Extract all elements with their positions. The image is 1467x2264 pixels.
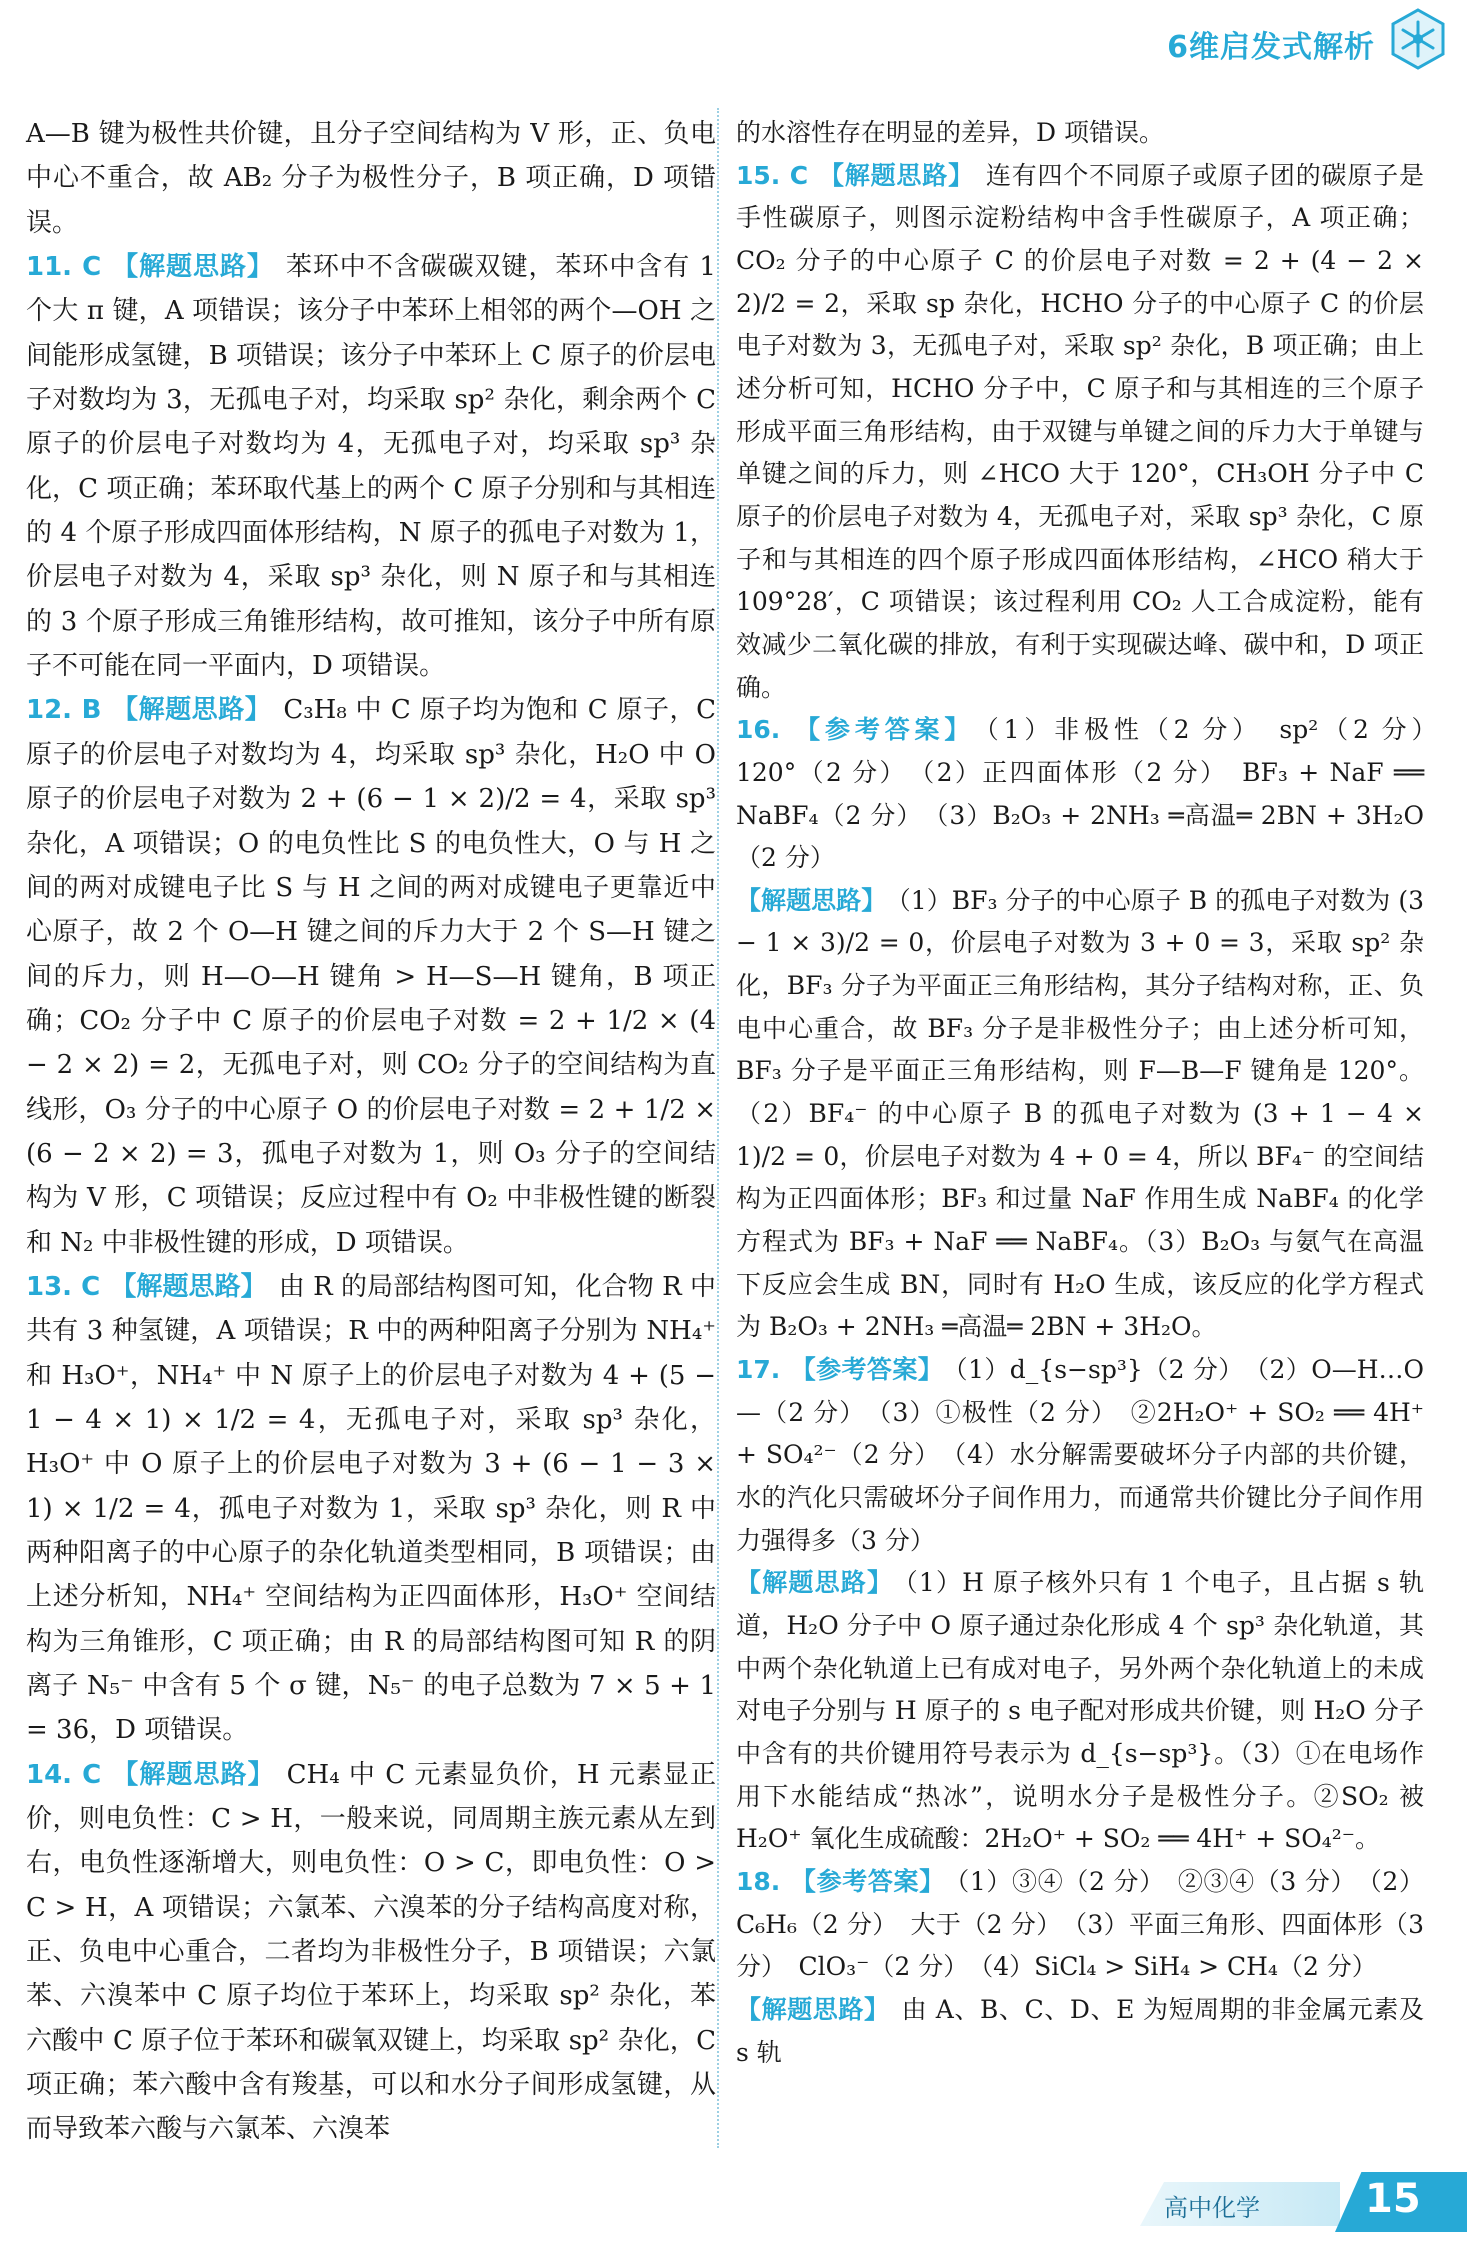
paragraph-text: 苯环中不含碳碳双键，苯环中含有 1 个大 π 键，A 项错误；该分子中苯环上相邻的两个—OH 之间能形成氢键，B 项错误；该分子中苯环上 C 原子的价层电子对数均为 3，无孤电子对，均采取 sp² 杂化，剩余两个 C 原子的价层电子对数均为 4，无孤电子对，均采取 sp³ 杂化，C 项正确；苯环取代基上的两个 C 原子分别和与其相连的 4 个原子形成四面体形结构，N 原子的孤电子对数为 1，价层电子对数为 4，采取 sp³ 杂化，则 N 原子和与其相连的 3 个原子形成三角锥形结构，故可推知，该分子中所有原子不可能在同一平面内，D 项错误。 (26, 252, 716, 682)
question-number: 17. (736, 1355, 781, 1385)
paragraph-text: （1）非极性（2 分） sp²（2 分） 120°（2 分） （2）正四面体形（2 分） BF₃ + NaF ══ NaBF₄（2 分） （3）B₂O₃ + 2NH₃ ═高温═ 2BN + 3H₂O（2 分） (736, 715, 1450, 873)
paragraph-text: 的水溶性存在明显的差异，D 项错误。 (736, 118, 1164, 147)
answer-paragraph (736, 1349, 1424, 1562)
answer-paragraph (26, 245, 716, 688)
section-tag: 【解题思路】 (736, 1568, 894, 1598)
snowflake-logo-icon (1387, 8, 1449, 70)
answer-paragraph (26, 1265, 716, 1753)
column-divider (717, 108, 719, 2148)
answer-paragraph (736, 709, 1450, 880)
answer-paragraph (736, 155, 1424, 710)
page-header (0, 0, 1467, 92)
paragraph-text: 连有四个不同原子或原子团的碳原子是手性碳原子，则图示淀粉结构中含手性碳原子，A 项正确；CO₂ 分子的中心原子 C 的价层电子对数 = 2 + (4 − 2 × 2)/2 = 2，采取 sp 杂化，HCHO 分子的中心原子 C 的价层电子对数为 3，无孤电子对，采取 sp² 杂化，B 项正确；由上述分析可知，HCHO 分子中，C 原子和与其相连的三个原子形成平面三角形结构，由于双键与单键之间的斥力大于单键与单键之间的斥力，则 ∠HCO 大于 120°，CH₃OH 分子中 C 原子的价层电子对数为 4，无孤电子对，采取 sp³ 杂化，C 原子和与其相连的四个原子形成四面体形结构，∠HCO 稍大于 109°28′，C 项错误；该过程利用 CO₂ 人工合成淀粉，能有效减少二氧化碳的排放，有利于实现碳达峰、碳中和，D 项正确。 (736, 160, 1424, 702)
paragraph-text: （1）BF₃ 分子的中心原子 B 的孤电子对数为 (3 − 1 × 3)/2 = 0，价层电子对数为 3 + 0 = 3，采取 sp² 杂化，BF₃ 分子为平面正三角形结构，其分子结构对称，正、负电中心重合，故 BF₃ 分子是非极性分子；由上述分析可知，BF₃ 分子是平面正三角形结构，则 F—B—F 键角是 120°。（2）BF₄⁻ 的中心原子 B 的孤电子对数为 (3 + 1 − 4 × 1)/2 = 0，价层电子对数为 4 + 0 = 4，所以 BF₄⁻ 的空间结构为正四面体形；BF₃ 和过量 NaF 作用生成 NaBF₄ 的化学方程式为 BF₃ + NaF ══ NaBF₄。（3）B₂O₃ 与氨气在高温下反应会生成 BN，同时有 H₂O 生成，该反应的化学方程式为 B₂O₃ + 2NH₃ ═高温═ 2BN + 3H₂O。 (736, 885, 1424, 1342)
section-tag: 【解题思路】 (111, 1759, 275, 1790)
answer-paragraph (26, 112, 716, 245)
paragraph-text: （1）③④（2 分） ②③④（3 分） （2）C₆H₆（2 分） 大于（2 分） （3）平面三角形、四面体形（3 分） ClO₃⁻（2 分） （4）SiCl₄ > SiH₄ > CH₄（2 分） (736, 1866, 1424, 1982)
section-tag: 【解题思路】 (818, 160, 974, 190)
section-tag: 【解题思路】 (736, 1994, 890, 2024)
question-number: 18. (736, 1866, 781, 1896)
question-number: 11. C (26, 252, 102, 283)
question-number: 13. C (26, 1271, 101, 1302)
section-tag: 【解题思路】 (736, 885, 887, 915)
left-column (26, 112, 716, 2152)
answer-paragraph (736, 1989, 1424, 2074)
page-footer (1140, 2172, 1467, 2232)
answer-paragraph (26, 1753, 716, 2152)
section-tag: 【参考答案】 (790, 1355, 944, 1385)
header-title: 6维启发式解析 (1167, 30, 1375, 65)
paragraph-text: CH₄ 中 C 元素显负价，H 元素显正价，则电负性：C > H，一般来说，同周期主族元素从左到右，电负性逐渐增大，则电负性：O > C，即电负性：O > C > H，A 项错误；六氯苯、六溴苯的分子结构高度对称，正、负电中心重合，二者均为非极性分子，B 项错误；六氯苯、六溴苯中 C 原子均位于苯环上，均采取 sp² 杂化，苯六酸中 C 原子位于苯环和碳氧双键上，均采取 sp² 杂化，C 项正确；苯六酸中含有羧基，可以和水分子间形成氢键，从而导致苯六酸与六氯苯、六溴苯 (26, 1759, 716, 2145)
section-tag: 【解题思路】 (110, 1271, 267, 1302)
question-number: 14. C (26, 1759, 102, 1790)
section-tag: 【解题思路】 (111, 252, 274, 283)
answer-paragraph (26, 688, 716, 1264)
right-column (736, 112, 1450, 2074)
answer-paragraph (736, 1861, 1424, 1989)
paragraph-text: 由 R 的局部结构图可知，化合物 R 中共有 3 种氢键，A 项错误；R 中的两种阳离子分别为 NH₄⁺ 和 H₃O⁺，NH₄⁺ 中 N 原子上的价层电子对数为 4 + (5 − 1 − 4 × 1) × 1/2 = 4，无孤电子对，采取 sp³ 杂化，H₃O⁺ 中 O 原子上的价层电子对数为 3 + (6 − 1 − 3 × 1) × 1/2 = 4，孤电子对数为 1，采取 sp³ 杂化，则 R 中两种阳离子的中心原子的杂化轨道类型相同，B 项错误；由上述分析知，NH₄⁺ 空间结构为正四面体形，H₃O⁺ 空间结构为三角锥形，C 项正确；由 R 的局部结构图可知 R 的阴离子 N₅⁻ 中含有 5 个 σ 键，N₅⁻ 的电子总数为 7 × 5 + 1 = 36，D 项错误。 (26, 1271, 716, 1746)
paragraph-text: 由 A、B、C、D、E 为短周期的非金属元素及 s 轨 (736, 1994, 1424, 2067)
section-tag: 【参考答案】 (790, 1866, 945, 1896)
paragraph-text: （1）d_{s−sp³}（2 分） （2）O—H…O—（2 分） （3）①极性（2 分） ②2H₂O⁺ + SO₂ ══ 4H⁺ + SO₄²⁻（2 分） （4）水分解需要破坏分子内部的共价键，水的汽化只需破坏分子间作用力，而通常共价键比分子间作用力强得多（3 分） (736, 1355, 1424, 1555)
answer-paragraph (736, 880, 1424, 1349)
section-tag: 【解题思路】 (111, 695, 272, 726)
section-tag: 【参考答案】 (790, 715, 975, 745)
question-number: 12. B (26, 695, 102, 726)
page-number: 15 (1365, 2176, 1421, 2222)
answer-paragraph (736, 1562, 1424, 1861)
answer-paragraph (736, 112, 1424, 155)
footer-subject: 高中化学 (1164, 2194, 1260, 2222)
paragraph-text: C₃H₈ 中 C 原子均为饱和 C 原子，C 原子的价层电子对数均为 4，均采取 sp³ 杂化，H₂O 中 O 原子的价层电子对数为 2 + (6 − 1 × 2)/2 = 4，采取 sp³ 杂化，A 项错误；O 的电负性比 S 的电负性大，O 与 H 之间的两对成键电子比 S 与 H 之间的两对成键电子更靠近中心原子，故 2 个 O—H 键之间的斥力大于 2 个 S—H 键之间的斥力，则 H—O—H 键角 > H—S—H 键角，B 项正确；CO₂ 分子中 C 原子的价层电子对数 = 2 + 1/2 × (4 − 2 × 2) = 2，无孤电子对，则 CO₂ 分子的空间结构为直线形，O₃ 分子的中心原子 O 的价层电子对数 = 2 + 1/2 × (6 − 2 × 2) = 3，孤电子对数为 1，则 O₃ 分子的空间结构为 V 形，C 项错误；反应过程中有 O₂ 中非极性键的断裂和 N₂ 中非极性键的形成，D 项错误。 (26, 695, 716, 1258)
paragraph-text: （1）H 原子核外只有 1 个电子，且占据 s 轨道，H₂O 分子中 O 原子通过杂化形成 4 个 sp³ 杂化轨道，其中两个杂化轨道上已有成对电子，另外两个杂化轨道上的未成对电子分别与 H 原子的 s 电子配对形成共价键，则 H₂O 分子中含有的共价键用符号表示为 d_{s−sp³}。（3）①在电场作用下水能结成“热冰”，说明水分子是极性分子。②SO₂ 被 H₂O⁺ 氧化生成硫酸：2H₂O⁺ + SO₂ ══ 4H⁺ + SO₄²⁻。 (736, 1568, 1424, 1854)
question-number: 16. (736, 715, 781, 745)
question-number: 15. C (736, 160, 809, 190)
paragraph-text: A—B 键为极性共价键，且分子空间结构为 V 形，正、负电中心不重合，故 AB₂ 分子为极性分子，B 项正确，D 项错误。 (26, 119, 716, 238)
